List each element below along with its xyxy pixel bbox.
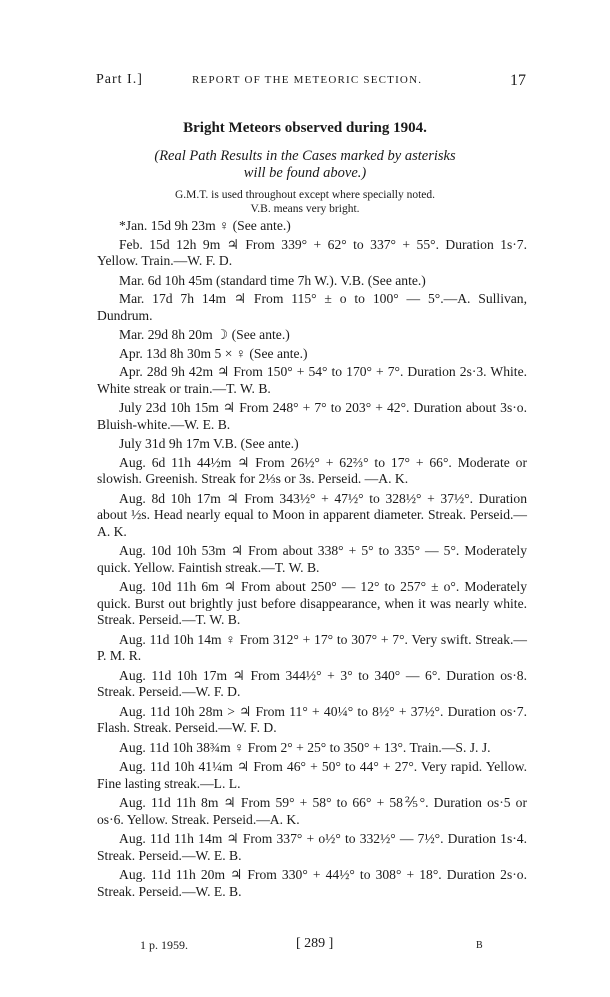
meteor-entry: Aug. 11d 10h 17m ♃ From 344½° + 3° to 340° — 6°. Duration os·8. Streak. Perseid.—W. F. D. [97,667,527,699]
running-title: REPORT OF THE METEORIC SECTION. [192,74,423,86]
meteor-entry: Aug. 10d 10h 53m ♃ From about 338° + 5° to 335° — 5°. Moderately quick. Yellow. Faintish streak.—T. W. B. [97,543,527,575]
note-vb: V.B. means very bright. [250,203,360,215]
meteor-entry: Aug. 11d 11h 20m ♃ From 330° + 44½° to 308° + 18°. Duration 2s·o. Streak. Perseid.—W. E. B. [97,867,527,899]
meteor-entry: Aug. 11d 10h 38¾m ♀ From 2° + 25° to 350° + 13°. Train.—S. J. J. [119,739,491,755]
note-gmt: G.M.T. is used throughout except where specially noted. [174,189,436,201]
meteor-entry: Aug. 8d 10h 17m ♃ From 343½° + 47½° to 328½° + 37½°. Duration about ½s. Head nearly equal to Moon in apparent diameter. Streak. Perseid.—A. K. [97,490,527,539]
footer-print-ref: 1 p. 1959. [140,938,188,952]
footer-bracket-number: [ 289 ] [296,936,334,951]
notes [0,188,610,216]
meteor-entry: Apr. 28d 9h 42m ♃ From 150° + 54° to 170° + 7°. Duration 2s·3. White. White streak or train.—T. W. B. [97,364,527,396]
meteor-entry: Mar. 6d 10h 45m (standard time 7h W.). V.B. (See ante.) [119,272,426,288]
running-head [96,72,526,92]
meteor-entry: July 23d 10h 15m ♃ From 248° + 7° to 203° + 42°. Duration about 3s·o. Bluish-white.—W. E. B. [97,400,527,432]
meteor-entry: Mar. 17d 7h 14m ♃ From 115° ± o to 100° — 5°.—A. Sullivan, Dundrum. [97,291,527,323]
meteor-entry: Aug. 6d 11h 44½m ♃ From 26½° + 62⅔° to 17° + 66°. Moderate or slowish. Greenish. Streak for 2⅓s or 3s. Perseid. —A. K. [97,454,527,486]
footer-signature: B [476,940,483,951]
meteor-entry: Mar. 29d 8h 20m ☽ (See ante.) [119,327,290,342]
meteor-entry: Feb. 15d 12h 9m ♃ From 339° + 62° to 337° + 55°. Duration 1s·7. Yellow. Train.—W. F. D. [97,236,527,268]
page-footer [0,938,610,958]
meteor-entry: Apr. 13d 8h 30m 5 × ♀ (See ante.) [119,345,308,361]
meteor-entry: Aug. 10d 11h 6m ♃ From about 250° — 12° to 257° ± o°. Moderately quick. Burst out brightly just before disappearance, when it was nearly white. Streak. Perseid.—T. W. B. [97,579,527,627]
section-subheading: (Real Path Results in the Cases marked by asterisks will be found above.) [154,148,456,181]
meteor-entries [97,218,527,903]
meteor-entry: Aug. 11d 10h 41¼m ♃ From 46° + 50° to 44° + 27°. Very rapid. Yellow. Fine lasting streak.—L. L. [97,759,527,791]
meteor-entry: July 31d 9h 17m V.B. (See ante.) [119,436,299,451]
part-label: Part I.] [96,72,143,87]
meteor-entry: Aug. 11d 11h 14m ♃ From 337° + o½° to 332½° — 7½°. Duration 1s·4. Streak. Perseid.—W. E. B. [97,831,527,863]
section-heading: Bright Meteors observed during 1904. [183,120,427,136]
meteor-entry: Aug. 11d 10h 14m ♀ From 312° + 17° to 307° + 7°. Very swift. Streak.—P. M. R. [97,631,527,663]
meteor-entry: Aug. 11d 11h 8m ♃ From 59° + 58° to 66° + 58⅖°. Duration os·5 or os·6. Yellow. Streak. Perseid.—A. K. [97,795,527,827]
meteor-entry: *Jan. 15d 9h 23m ♀ (See ante.) [119,218,291,233]
page-number: 17 [510,72,526,89]
meteor-entry: Aug. 11d 10h 28m > ♃ From 11° + 40¼° to 8½° + 37½°. Duration os·7. Flash. Streak. Perseid.—W. F. D. [97,703,527,735]
